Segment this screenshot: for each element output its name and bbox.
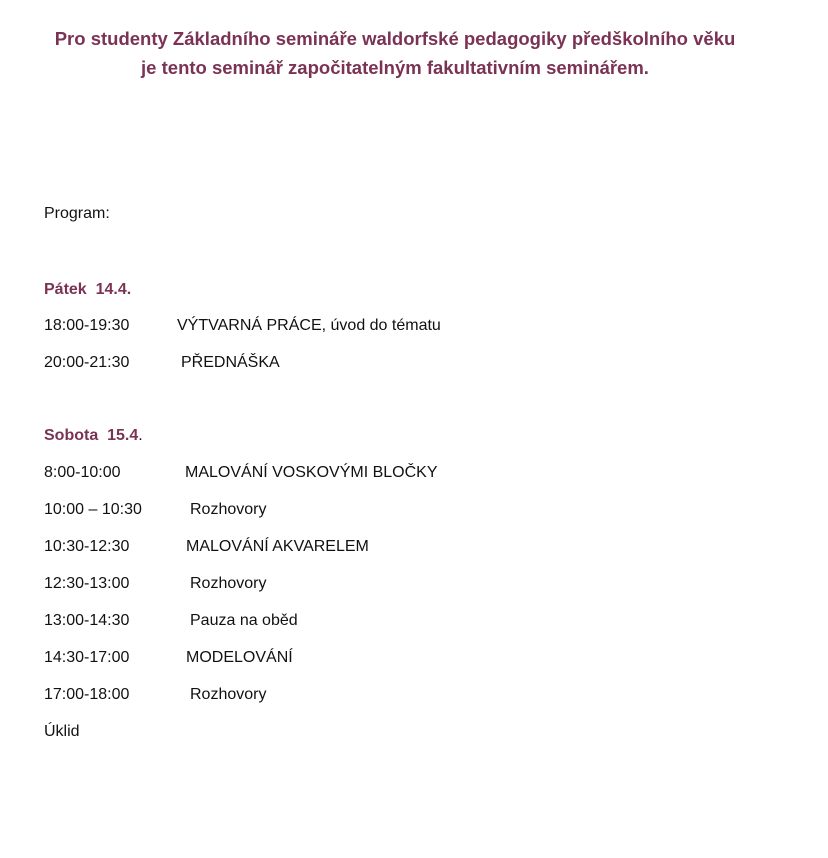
intro-line-2: je tento seminář započitatelným fakultativním seminářem. bbox=[141, 57, 649, 78]
time-slot: 13:00-14:30 bbox=[44, 612, 130, 629]
activity: Rozhovory bbox=[190, 575, 267, 592]
activity: PŘEDNÁŠKA bbox=[181, 354, 280, 371]
time-slot: 8:00-10:00 bbox=[44, 464, 121, 481]
activity: VÝTVARNÁ PRÁCE, úvod do tématu bbox=[177, 317, 441, 334]
activity: Pauza na oběd bbox=[190, 612, 298, 629]
time-slot: 10:00 – 10:30 bbox=[44, 501, 142, 518]
intro-line-1: Pro studenty Základního semináře waldorfské pedagogiky předškolního věku bbox=[54, 28, 736, 49]
intro-note bbox=[0, 24, 790, 82]
activity: MODELOVÁNÍ bbox=[186, 649, 293, 666]
activity: MALOVÁNÍ AKVARELEM bbox=[186, 538, 369, 555]
day-heading-friday: Pátek 14.4. bbox=[44, 281, 132, 298]
time-slot: 14:30-17:00 bbox=[44, 649, 130, 666]
time-slot: 17:00-18:00 bbox=[44, 686, 130, 703]
time-slot: 12:30-13:00 bbox=[44, 575, 130, 592]
time-slot: 10:30-12:30 bbox=[44, 538, 130, 555]
activity: Rozhovory bbox=[190, 686, 267, 703]
program-label: Program: bbox=[44, 205, 110, 222]
time-slot: 18:00-19:30 bbox=[44, 317, 130, 334]
activity: Rozhovory bbox=[190, 501, 267, 518]
time-slot: 20:00-21:30 bbox=[44, 354, 130, 371]
cleanup-item: Úklid bbox=[44, 723, 80, 740]
activity: MALOVÁNÍ VOSKOVÝMI BLOČKY bbox=[185, 464, 438, 481]
day-heading-saturday: Sobota 15.4. bbox=[44, 427, 143, 444]
